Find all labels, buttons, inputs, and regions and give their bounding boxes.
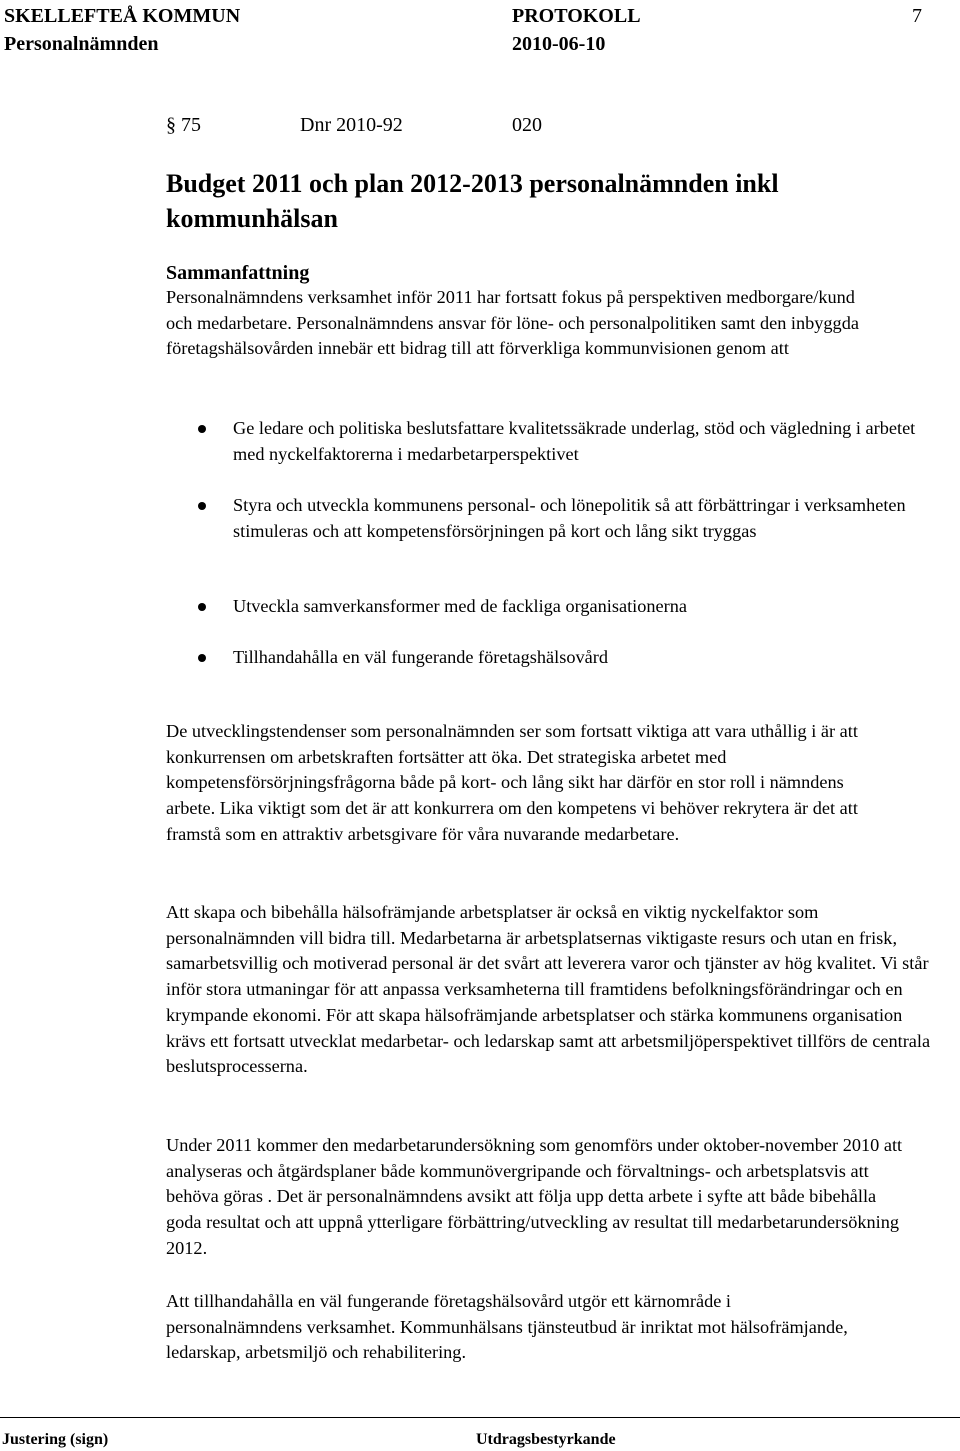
list-item-text: Utveckla samverkansformer med de fackliga organisationerna: [233, 596, 687, 616]
list-item-text: Ge ledare och politiska beslutsfattare kvalitetssäkrade underlag, stöd och vägledning i arbetet med nyckelfaktorerna i medarbetarperspektivet: [233, 418, 916, 464]
doc-type: PROTOKOLL: [512, 5, 641, 27]
extract-label: Utdragsbestyrkande: [476, 1431, 616, 1448]
bullet-icon: [198, 654, 206, 662]
list-item-text: Tillhandahålla en väl fungerande företagshälsovård: [233, 647, 608, 667]
signature-label: Justering (sign): [2, 1431, 109, 1448]
footer-divider: [0, 1417, 960, 1418]
bullet-icon: [198, 603, 206, 611]
section-number: § 75: [166, 114, 201, 136]
summary-heading: Sammanfattning: [166, 262, 310, 284]
list-item: [233, 594, 933, 620]
section-line: [166, 114, 542, 137]
list-item: [233, 416, 933, 467]
meeting-date: 2010-06-10: [512, 33, 606, 55]
diary-number: Dnr 2010-92: [300, 114, 403, 136]
list-item-text: Styra och utveckla kommunens personal- och lönepolitik så att förbättringar i verksamheten stimuleras och att kompetensförsörjningen på kort och lång sikt tryggas: [233, 495, 906, 541]
org-name: SKELLEFTEÅ KOMMUN: [4, 5, 241, 27]
page-number: 7: [912, 5, 922, 27]
archive-code: 020: [512, 114, 542, 136]
paragraph: Under 2011 kommer den medarbetarundersökning som genomförs under oktober-november 2010 att analyseras och åtgärdsplaner både kommunövergripande och förvaltnings- och arbetsplatsvis att behöva göras . Det är personalnämndens avsikt att följa upp detta arbete i syfte att både bibehålla goda resultat och att uppnå ytterligare förbättring/utveckling av resultat till medarbetarundersökning 2012.: [166, 1135, 903, 1258]
bullet-icon: [198, 502, 206, 510]
committee-name: Personalnämnden: [4, 33, 159, 55]
list-item: [233, 645, 933, 671]
list-item: [233, 493, 933, 544]
paragraph: Att skapa och bibehålla hälsofrämjande arbetsplatser är också en viktig nyckelfaktor som personalnämnden vill bidra till. Medarbetarna är arbetsplatsernas viktigaste resurs och utan en frisk, samarbetsvillig och motiverad personal är det svårt att leverera varor och tjänster av hög kvalitet. Vi står inför stora utmaningar för att anpassa verksamheterna till framtidens befolkningsförändringar och en krympande ekonomi. För att skapa hälsofrämjande arbetsplatser och stärka kommunens organisation krävs ett fortsatt utvecklat medarbetar- och ledarskap samt att arbetsmiljöperspektivet tillförs de centrala beslutsprocesserna.: [166, 902, 931, 1077]
page-title: Budget 2011 och plan 2012-2013 personalnämnden inkl kommunhälsan: [166, 169, 779, 233]
bullet-icon: [198, 425, 206, 433]
summary-intro: Personalnämndens verksamhet inför 2011 har fortsatt fokus på perspektiven medborgare/kund och medarbetare. Personalnämndens ansvar för löne- och personalpolitiken samt den inbyggda företagshälsovården innebär ett bidrag till att förverkliga kommunvisionen genom att: [166, 287, 859, 359]
paragraph: Att tillhandahålla en väl fungerande företagshälsovård utgör ett kärnområde i personalnämndens verksamhet. Kommunhälsans tjänsteutbud är inriktat mot hälsofrämjande, ledarskap, arbetsmiljö och rehabilitering.: [166, 1291, 848, 1363]
paragraph: De utvecklingstendenser som personalnämnden ser som fortsatt viktiga att vara uthållig i är att konkurrensen om arbetskraften fortsätter att öka. Det strategiska arbetet med kompetensförsörjningsfrågorna både på kort- och lång sikt har därför en stor roll i nämndens arbete. Lika viktigt som det är att konkurrera om den kompetens vi behöver rekrytera är det att framstå som en attraktiv arbetsgivare för våra nuvarande medarbetare.: [166, 721, 858, 844]
